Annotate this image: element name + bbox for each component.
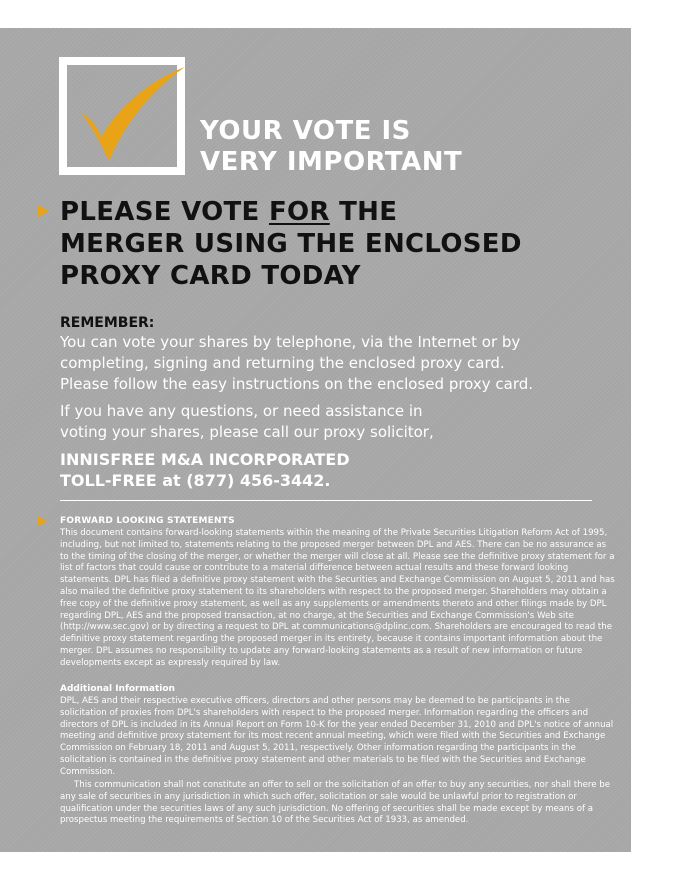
triangle-bullet-icon [38,516,47,526]
additional-info-body: DPL, AES and their respective executive officers, directors and other persons may be deemed to be participants in the solicitation of proxies from DPL's shareholders with respect to the proposed merger. Information regarding the officers and directors of DPL is included in its Annual Report on Form 10-K for the year ended December 31, 2010 and DPL's notice of annual meeting and definitive proxy statement for its most recent annual meeting, which were filed with the Securities and Exchange Commission on February 18, 2011 and August 5, 2011, respectively. Other information regarding the participants in the solicitation is contained in the definitive proxy statement and other materials to be filed with the Securities and Exchange Commission. [60,696,614,777]
vote-title-line2: VERY IMPORTANT [200,147,463,177]
assistance-text [60,401,620,443]
assistance-text-line2: voting your shares, please call our proxy solicitor, [60,423,434,441]
checkmark-icon [59,57,185,175]
divider [60,500,592,501]
triangle-bullet-icon [38,205,49,217]
headline-part2: THE [329,197,398,227]
headline-line1 [60,196,620,228]
headline-line2: MERGER USING THE ENCLOSED [60,229,522,259]
offer-disclaimer: This communication shall not constitute an offer to sell or the solicitation of an offer to buy any securities, nor shall there be any sale of securities in any jurisdiction in which such offer, solicitation or sale would be unlawful prior to registration or qualification under the securities laws of any such jurisdiction. No offering of securities shall be made except by means of a prospectus meeting the requirements of Section 10 of the Securities Act of 1933, as amended. [60,780,610,826]
voting-instructions-line3: Please follow the easy instructions on the enclosed proxy card. [60,375,534,393]
headline [60,196,620,292]
forward-looking-body: This document contains forward-looking statements within the meaning of the Private Securities Litigation Reform Act of 1995, including, but not limited to, statements relating to the proposed merger between DPL and AES. There can be no assurance as to the timing of the closing of the merger, or whether the merger will close at all. Please see the definitive proxy statement for a list of factors that could cause or contribute to a material difference between actual results and these forward looking statements. DPL has filed a definitive proxy statement with the Securities and Exchange Commission on August 5, 2011 and has also mailed the definitive proxy statement to its shareholders with respect to the proposed merger. Shareholders may obtain a free copy of the definitive proxy statement, as well as any supplements or amendments thereto and other filings made by DPL regarding DPL, AES and the proposed transaction, at no charge, at the Securities and Exchange Commission's Web site (http://www.sec.gov) or by directing a request to DPL at communications@dplinc.com. Shareholders are encouraged to read the definitive proxy statement regarding the proposed merger in its entirety, because it contains important information about the merger. DPL assumes no responsibility to update any forward-looking statements as a result of new information or future developments except as expressly required by law. [60,528,615,668]
headline-line3: PROXY CARD TODAY [60,261,361,291]
vote-title [200,116,462,178]
proxy-solicitor [60,449,620,491]
vote-title-line1: YOUR VOTE IS [200,116,411,146]
assistance-text-line1: If you have any questions, or need assistance in [60,402,423,420]
headline-for: FOR [268,197,330,227]
voting-instructions-line1: You can vote your shares by telephone, via the Internet or by [60,333,521,351]
additional-info-heading: Additional Information [60,684,175,694]
forward-looking-heading: FORWARD LOOKING STATEMENTS [60,516,235,526]
voting-instructions-line2: completing, signing and returning the enclosed proxy card. [60,354,505,372]
headline-part1: PLEASE VOTE [60,197,269,227]
remember-label: REMEMBER: [60,315,155,331]
solicitor-name: INNISFREE M&A INCORPORATED [60,450,350,469]
solicitor-phone: TOLL-FREE at (877) 456-3442. [60,471,331,490]
voting-instructions [60,332,620,395]
